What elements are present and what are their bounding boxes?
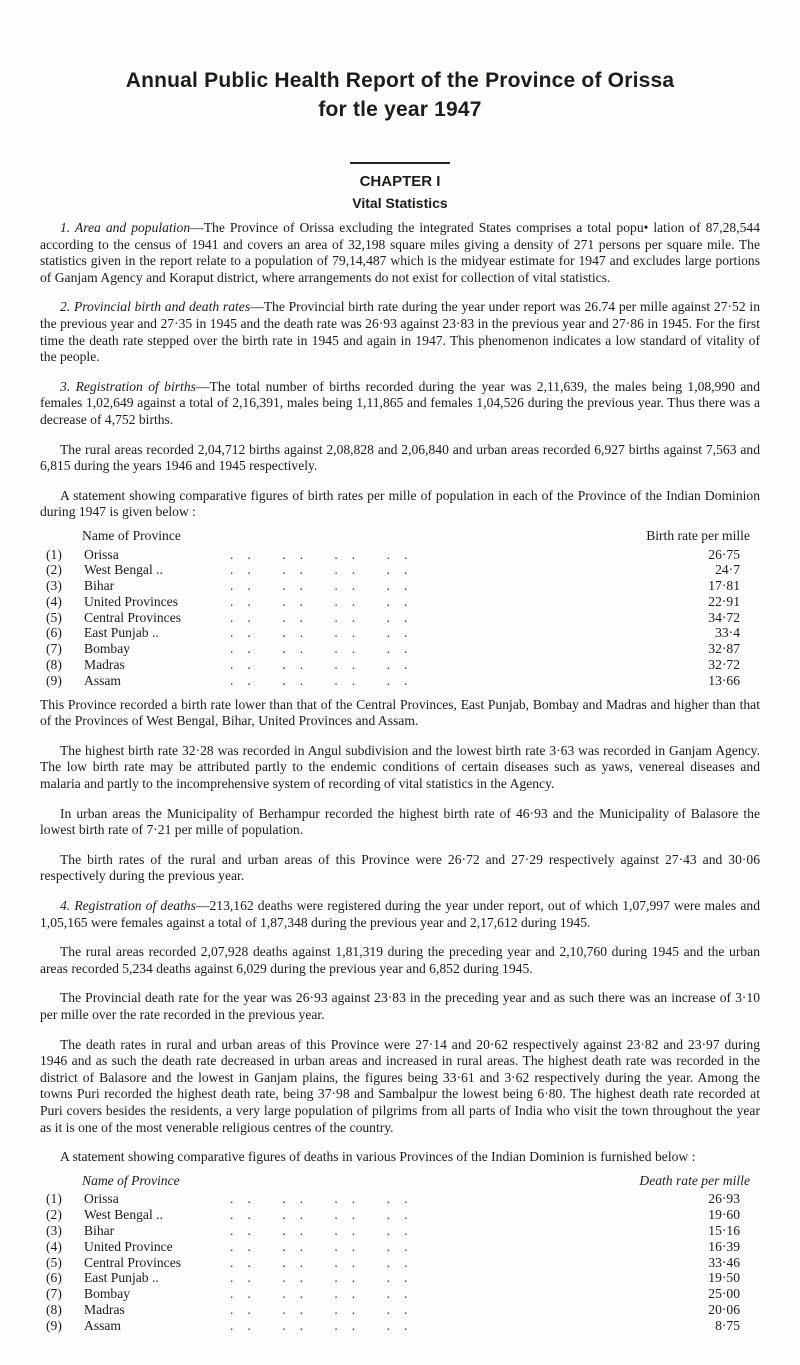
rate-value: 17·81 xyxy=(708,578,740,594)
leader-dots: .. .. .. .. xyxy=(230,1191,422,1207)
title-rule xyxy=(350,162,450,164)
province-name: East Punjab .. xyxy=(84,625,159,641)
table-row xyxy=(40,1286,760,1302)
rate-value: 26·75 xyxy=(708,546,740,562)
province-name: Assam xyxy=(84,1317,122,1333)
row-number: (7) xyxy=(46,641,62,657)
paragraph-registration-births xyxy=(40,379,760,429)
rate-value: 15·16 xyxy=(708,1222,740,1238)
leader-dots: .. .. .. .. xyxy=(230,578,422,594)
rate-value: 25·00 xyxy=(708,1286,740,1302)
province-name: United Provinces xyxy=(84,593,179,609)
leader-dots: .. .. .. .. xyxy=(230,657,422,673)
rate-value: 8·75 xyxy=(715,1317,740,1333)
row-number: (5) xyxy=(46,1254,62,1270)
paragraph-text: —The total number of births recorded during the year was 2,11,639, the males being 1,08,990 and females 1,02,649 against a total of 2,16,391, males being 1,11,865 and females 1,04,526 during the previous year. Thus there was a decrease of 4,752 births. xyxy=(40,378,761,427)
province-name: Bombay xyxy=(84,641,131,657)
leader-dots: .. .. .. .. xyxy=(230,641,422,657)
row-number: (3) xyxy=(46,1222,62,1238)
province-name: Bihar xyxy=(84,1222,115,1238)
row-number: (2) xyxy=(46,1207,62,1223)
table-row xyxy=(40,547,760,563)
table-row xyxy=(40,1302,760,1318)
report-title xyxy=(40,66,760,124)
paragraph-heading: 3. Registration of births xyxy=(60,378,196,394)
paragraph-text: —The Province of Orissa excluding the integrated States comprises a total popu• lation of 87,28,544 according to the census of 1941 and covers an area of 32,198 square miles giving a density of 271 persons per square mile. The statistics given in the report relate to a population of 79,14,487 which is the midyear estimate for 1947 and excludes large portions of Ganjam Agency and Koraput district, where arrangements do not exist for collection of vital statistics. xyxy=(40,220,760,285)
leader-dots: .. .. .. .. xyxy=(230,1222,422,1238)
paragraph-text: —The Provincial birth rate during the year under report was 26.74 per mille against 27·52 in the previous year and 27·35 in 1945 and the death rate was 26·93 against 23·83 in the previous year and 27·86 in 1945. For the first time the death rate stepped over the birth rate in 1945 and again in 1947. This phenomenon indicates a low standard of vitality of the people. xyxy=(40,299,760,365)
province-name: Bihar xyxy=(84,578,115,594)
leader-dots: .. .. .. .. xyxy=(230,1317,422,1333)
paragraph-registration-deaths xyxy=(40,898,760,931)
birth-table-header xyxy=(40,528,760,545)
leader-dots: .. .. .. .. xyxy=(230,1270,422,1286)
paragraph-death-statement-intro: A statement showing comparative figures of deaths in various Provinces of the Indian Dominion is furnished below : xyxy=(60,1149,696,1165)
death-table-header-left: Name of Province xyxy=(82,1172,180,1188)
province-name: Bombay xyxy=(84,1286,131,1302)
row-number: (8) xyxy=(46,1301,62,1317)
province-name: United Province xyxy=(84,1238,173,1254)
rate-value: 22·91 xyxy=(708,593,740,609)
paragraph-rural-urban-deaths: The rural areas recorded 2,07,928 deaths against 1,81,319 during the preceding year and 2,10,760 during 1945 and the urban areas recorded 5,234 deaths against 6,029 during the previous year and 6,852 during 1945. xyxy=(40,944,760,976)
row-number: (6) xyxy=(46,625,62,641)
row-number: (8) xyxy=(46,657,62,673)
province-name: Central Provinces xyxy=(84,1254,182,1270)
leader-dots: .. .. .. .. xyxy=(230,609,422,625)
table-row xyxy=(40,673,760,689)
rate-value: 34·72 xyxy=(708,609,740,625)
paragraph-urban-birth-rate: In urban areas the Municipality of Berhampur recorded the highest birth rate of 46·93 and the Municipality of Balasore the lowest birth rate of 7·21 per mille of population. xyxy=(40,805,760,838)
rate-value: 19·60 xyxy=(708,1207,740,1223)
province-name: Orissa xyxy=(84,1191,119,1207)
rate-value: 32·72 xyxy=(708,657,740,673)
leader-dots: .. .. .. .. xyxy=(230,1301,422,1317)
birth-rate-table xyxy=(40,547,760,689)
row-number: (9) xyxy=(46,1317,62,1333)
death-table-header-right: Death rate per mille xyxy=(639,1172,750,1188)
paragraph-heading: 4. Registration of deaths xyxy=(60,898,196,914)
paragraph-heading: 1. Area and population xyxy=(60,220,191,235)
death-rate-table xyxy=(40,1191,760,1333)
table-row xyxy=(40,1223,760,1239)
rate-value: 33·46 xyxy=(708,1254,740,1270)
section-heading: Vital Statistics xyxy=(352,195,448,211)
rate-value: 24·7 xyxy=(715,562,740,578)
title-line-2: for tle year 1947 xyxy=(318,98,482,121)
leader-dots: .. .. .. .. xyxy=(230,593,422,609)
paragraph-heading: 2. Provincial birth and death rates xyxy=(60,299,251,315)
birth-table-header-right: Birth rate per mille xyxy=(646,527,750,543)
table-row xyxy=(40,625,760,641)
paragraph-area-population xyxy=(40,220,760,286)
row-number: (4) xyxy=(46,1238,62,1254)
death-table-header xyxy=(40,1173,760,1190)
birth-table-header-left: Name of Province xyxy=(82,527,181,543)
province-name: East Punjab .. xyxy=(84,1270,159,1286)
paragraph-birth-comparison: This Province recorded a birth rate lower than that of the Central Provinces, East Punjab, Bombay and Madras and higher than that of the Provinces of West Bengal, Bihar, United Provinces and Assam. xyxy=(40,696,760,729)
chapter-heading: CHAPTER I xyxy=(359,173,441,190)
row-number: (1) xyxy=(46,1191,62,1207)
rate-value: 32·87 xyxy=(708,641,740,657)
paragraph-death-rate-details: The death rates in rural and urban areas of this Province were 27·14 and 20·62 respectively against 23·82 and 23·97 during 1946 and as such the death rate decreased in urban areas and increased in rural areas. The highest death rate was recorded in the district of Balasore and the lowest in Ganjam plains, the figures being 33·61 and 3·62 respectively during the year. Among the towns Puri recorded the highest death rate, being 37·98 and Sambalpur the lowest being 6·80. The highest death rate recorded at Puri covers besides the residents, a very large population of pilgrims from all parts of India who visit the town throughout the year as it is one of the most venerable religious centres of the country. xyxy=(40,1036,760,1135)
row-number: (6) xyxy=(46,1270,62,1286)
rate-value: 26·93 xyxy=(708,1191,740,1207)
province-name: Madras xyxy=(84,1301,125,1317)
rate-value: 19·50 xyxy=(708,1270,740,1286)
table-row xyxy=(40,641,760,657)
leader-dots: .. .. .. .. xyxy=(230,546,422,562)
row-number: (2) xyxy=(46,562,62,578)
rate-value: 16·39 xyxy=(708,1238,740,1254)
table-row xyxy=(40,1207,760,1223)
paragraph-birth-statement-intro: A statement showing comparative figures of birth rates per mille of population in each of the Province of the Indian Dominion during 1947 is given below : xyxy=(40,487,760,520)
province-name: Orissa xyxy=(84,546,119,562)
province-name: Assam xyxy=(84,672,122,688)
leader-dots: .. .. .. .. xyxy=(230,1207,422,1223)
table-row xyxy=(40,1255,760,1271)
leader-dots: .. .. .. .. xyxy=(230,1286,422,1302)
paragraph-text: —213,162 deaths were registered during the year under report, out of which 1,07,997 were males and 1,05,165 were females against a total of 1,87,348 during the previous year and 2,17,612 during 1945. xyxy=(40,898,760,930)
row-number: (1) xyxy=(46,546,62,562)
paragraph-rural-urban-birth-rates: The birth rates of the rural and urban areas of this Province were 26·72 and 27·29 respectively against 27·43 and 30·06 respectively during the previous year. xyxy=(40,851,760,884)
leader-dots: .. .. .. .. xyxy=(230,625,422,641)
row-number: (4) xyxy=(46,593,62,609)
paragraph-rural-urban-births: The rural areas recorded 2,04,712 births against 2,08,828 and 2,06,840 and urban areas recorded 6,927 births against 7,563 and 6,815 during the years 1946 and 1945 respectively. xyxy=(40,441,760,474)
table-row xyxy=(40,562,760,578)
table-row xyxy=(40,610,760,626)
table-row xyxy=(40,1318,760,1334)
rate-value: 33·4 xyxy=(715,625,740,641)
table-row xyxy=(40,594,760,610)
leader-dots: .. .. .. .. xyxy=(230,562,422,578)
province-name: Central Provinces xyxy=(84,609,182,625)
leader-dots: .. .. .. .. xyxy=(230,1238,422,1254)
table-row xyxy=(40,578,760,594)
table-row xyxy=(40,657,760,673)
rate-value: 20·06 xyxy=(708,1301,740,1317)
rate-value: 13·66 xyxy=(708,672,740,688)
province-name: West Bengal .. xyxy=(84,1207,163,1223)
table-row xyxy=(40,1239,760,1255)
row-number: (7) xyxy=(46,1286,62,1302)
leader-dots: .. .. .. .. xyxy=(230,672,422,688)
table-row xyxy=(40,1270,760,1286)
paragraph-highest-birth-rate: The highest birth rate 32·28 was recorded in Angul subdivision and the lowest birth rate 3·63 was recorded in Ganjam Agency. The low birth rate may be attributed partly to the endemic conditions of certain diseases such as yaws, venereal diseases and malaria and partly to the incomprehensive system of recording of vital statistics in the Agency. xyxy=(40,742,760,792)
table-row xyxy=(40,1191,760,1207)
paragraph-birth-death-rates xyxy=(40,299,760,365)
province-name: West Bengal .. xyxy=(84,562,163,578)
row-number: (5) xyxy=(46,609,62,625)
row-number: (3) xyxy=(46,578,62,594)
province-name: Madras xyxy=(84,657,125,673)
leader-dots: .. .. .. .. xyxy=(230,1254,422,1270)
row-number: (9) xyxy=(46,672,62,688)
title-line-1: Annual Public Health Report of the Province of Orissa xyxy=(125,69,675,92)
paragraph-provincial-death-rate: The Provincial death rate for the year was 26·93 against 23·83 in the preceding year and as such there was an increase of 3·10 per mille over the rate recorded in the previous year. xyxy=(40,990,760,1022)
